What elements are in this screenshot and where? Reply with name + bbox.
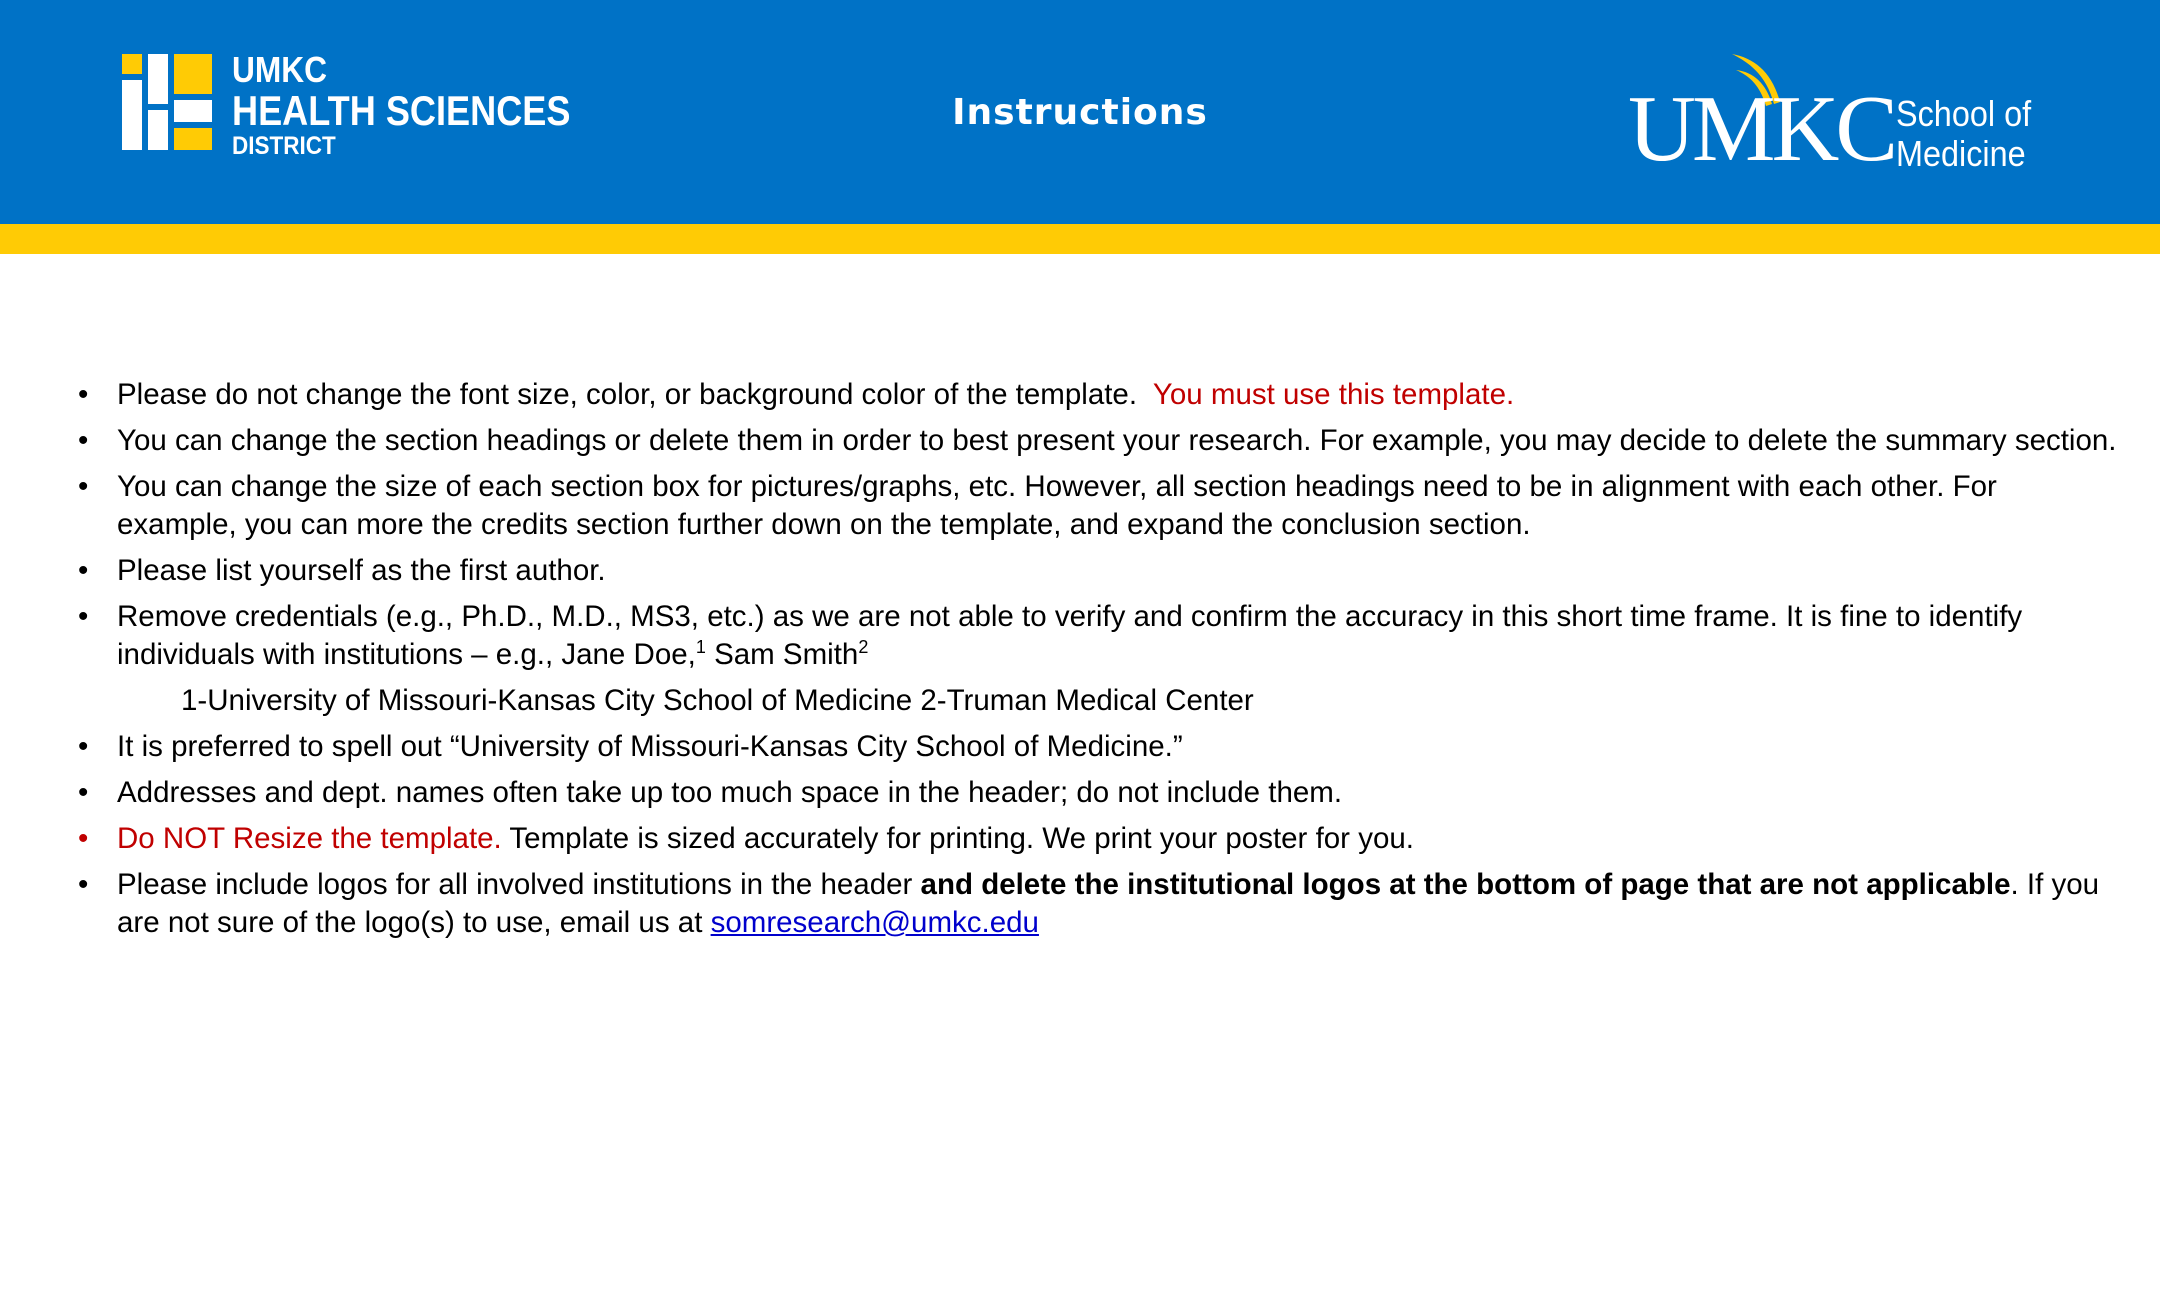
instruction-item-2 xyxy=(78,422,2118,460)
school-line1: School of xyxy=(1896,93,2032,134)
hsd-logo-line1: UMKC xyxy=(232,49,328,90)
superscript-1: 1 xyxy=(695,637,706,658)
instruction-item-3 xyxy=(78,468,2118,544)
bullet: • xyxy=(78,470,89,503)
instruction-item-5 xyxy=(78,598,2118,674)
school-line2: Medicine xyxy=(1896,133,2026,174)
bullet: • xyxy=(78,378,89,411)
instruction-text: Remove credentials (e.g., Ph.D., M.D., MS3, etc.) as we are not able to verify and confirm the accuracy in this short time frame. It is fine to identify individuals with institutions – e.g., Jane Doe, xyxy=(117,600,2023,671)
affiliations-example: 1-University of Missouri-Kansas City School of Medicine 2-Truman Medical Center xyxy=(181,684,1254,717)
instructions-list xyxy=(78,376,2118,950)
hsd-logo-line3: DISTRICT xyxy=(232,132,336,160)
superscript-2: 2 xyxy=(858,637,869,658)
instruction-emphasis: Do NOT Resize the template. xyxy=(117,822,502,855)
bullet: • xyxy=(78,424,89,457)
instruction-text: Template is sized accurately for printing. We print your poster for you. xyxy=(501,822,1414,855)
bullet: • xyxy=(78,776,89,809)
instruction-emphasis: You must use this template. xyxy=(1152,378,1515,411)
instruction-item-7 xyxy=(78,774,2118,812)
hsd-logo-line2: HEALTH SCIENCES xyxy=(232,87,571,134)
instruction-text: You can change the size of each section box for pictures/graphs, etc. However, all section headings need to be in alignment with each other. For example, you can more the credits section further down on the template, and expand the conclusion section. xyxy=(117,470,1997,541)
page-title: Instructions xyxy=(952,92,1208,133)
instruction-text-middle: Sam Smith xyxy=(705,638,859,671)
school-of-medicine-text xyxy=(1896,94,2031,174)
umkc-school-of-medicine-logo xyxy=(1628,52,2048,181)
instruction-text: Please list yourself as the first author. xyxy=(117,554,606,587)
instruction-text: It is preferred to spell out “University of Missouri-Kansas City School of Medicine.” xyxy=(117,730,1183,763)
instruction-item-8 xyxy=(78,820,2118,858)
yellow-accent-stripe xyxy=(0,224,2160,254)
bullet: • xyxy=(78,822,89,855)
email-link[interactable]: somresearch@umkc.edu xyxy=(710,906,1039,939)
instruction-bold-text: and delete the institutional logos at the bottom of page that are not applicable xyxy=(920,868,2011,901)
bullet: • xyxy=(78,554,89,587)
umkc-wordmark: UMKC xyxy=(1628,77,1895,181)
instruction-text: Please do not change the font size, color, or background color of the template. xyxy=(117,378,1153,411)
bullet: • xyxy=(78,600,89,633)
bullet: • xyxy=(78,868,89,901)
instruction-item-6 xyxy=(78,728,2118,766)
instruction-text: Addresses and dept. names often take up too much space in the header; do not include them. xyxy=(117,776,1343,809)
instruction-item-4 xyxy=(78,552,2118,590)
instruction-text: You can change the section headings or delete them in order to best present your research. For example, you may decide to delete the summary section. xyxy=(117,424,2117,457)
header-banner xyxy=(0,0,2160,224)
instruction-text-after: . If you are not sure of the logo(s) to use, email us at xyxy=(117,868,2108,939)
bullet: • xyxy=(78,730,89,763)
instruction-text: Please include logos for all involved institutions in the header xyxy=(117,868,921,901)
instruction-item-9 xyxy=(78,866,2118,942)
instruction-item-1 xyxy=(78,376,2118,414)
